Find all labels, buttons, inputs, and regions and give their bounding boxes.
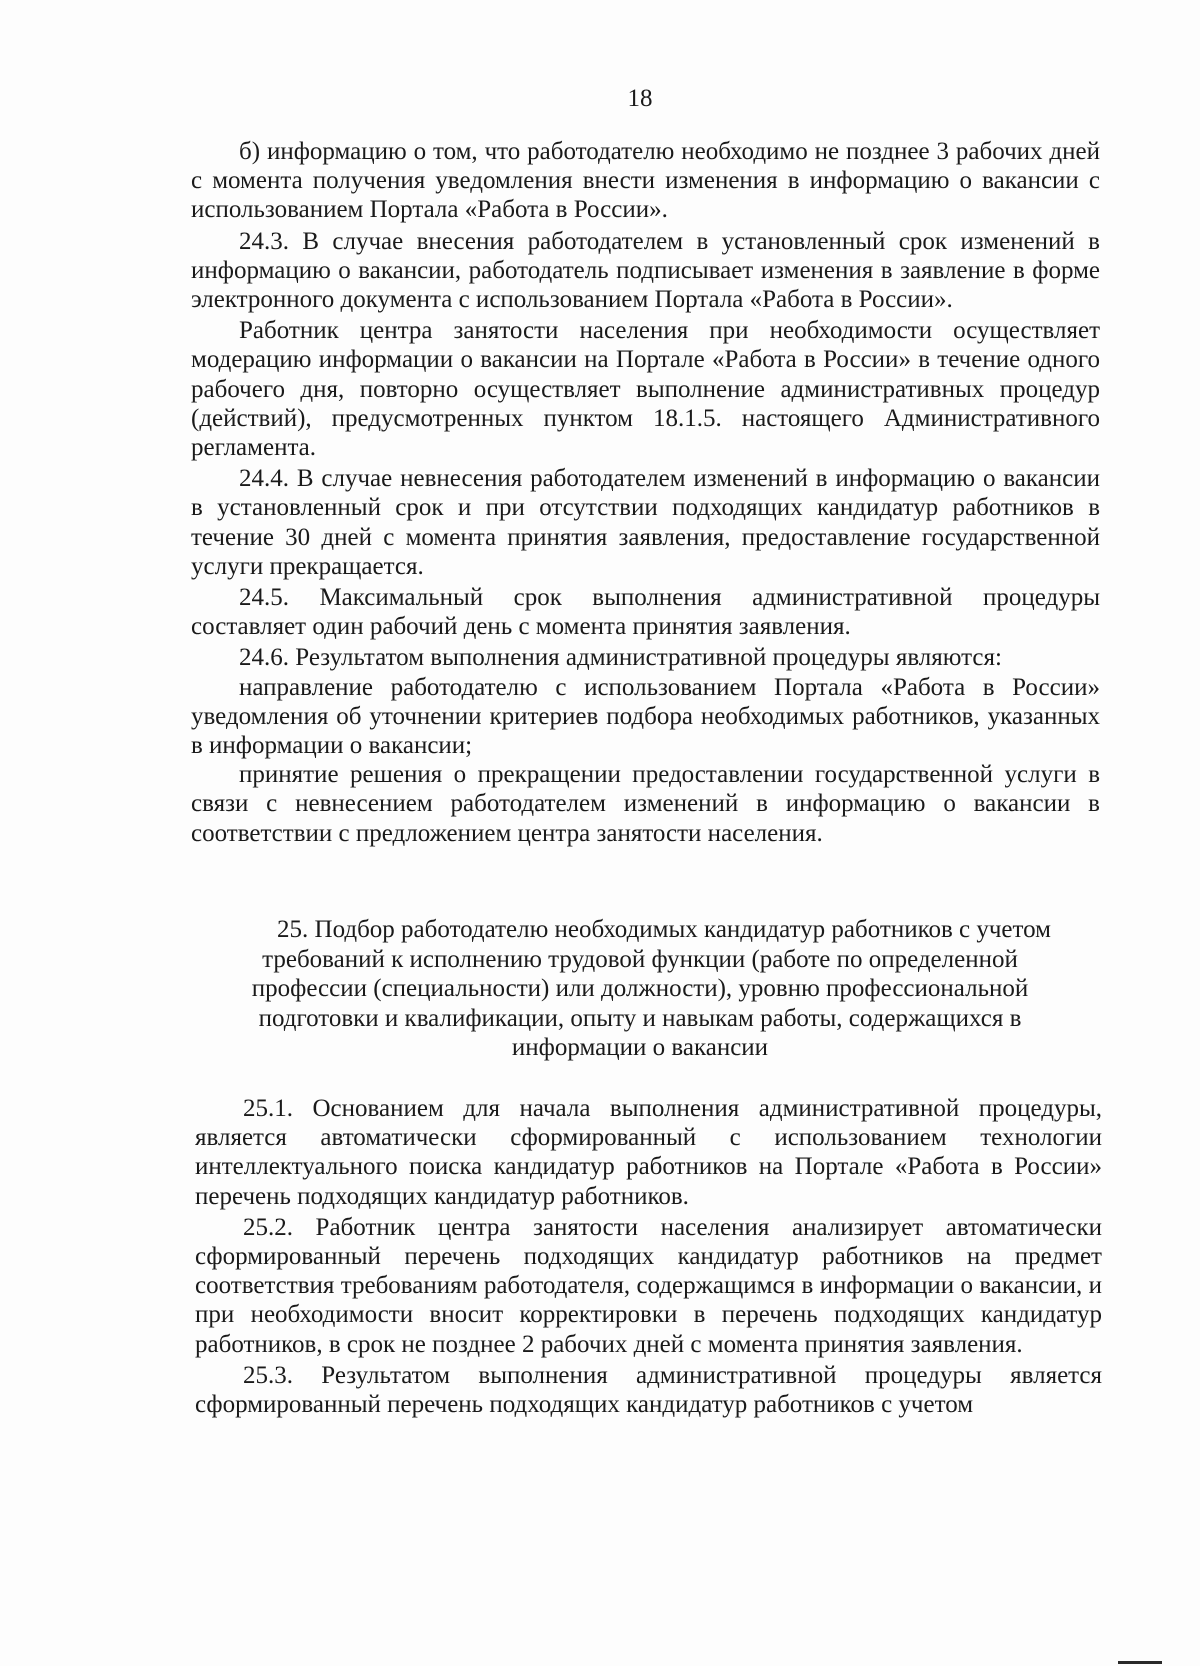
- paragraph: Работник центра занятости населения при необходимости осуществляет модерацию информации о вакансии на Портале «Работа в России» в течение одного рабочего дня, повторно осуществляет выполнение административных процедур (действий), предусмотренных пунктом 18.1.5. настоящего Административного регламента.: [191, 317, 1100, 462]
- paragraph: б) информацию о том, что работодателю необходимо не позднее 3 рабочих дней с момента получения уведомления внести изменения в информацию о вакансии с использованием Портала «Работа в России».: [191, 138, 1100, 224]
- section-heading: 25. Подбор работодателю необходимых кандидатур работников с учетом требований к исполнению трудовой функции (работе по определенной профессии (специальности) или должности), уровню профессиональной подготовки и квалификации, опыту и навыкам работы, содержащихся в информации о вакансии: [251, 916, 1051, 1061]
- scan-edge-mark: [1118, 1661, 1162, 1664]
- body-text-top: [191, 137, 1100, 848]
- paragraph: 25.1. Основанием для начала выполнения административной процедуры, является автоматически сформированный с использованием технологии интеллектуального поиска кандидатур работников на Портале «Работа в России» перечень подходящих кандидатур работников.: [195, 1095, 1102, 1210]
- paragraph: принятие решения о прекращении предоставлении государственной услуги в связи с невнесением работодателем изменений в информацию о вакансии в соответствии с предложением центра занятости населения.: [191, 761, 1100, 847]
- paragraph: 24.3. В случае внесения работодателем в установленный срок изменений в информацию о вакансии, работодатель подписывает изменения в заявление в форме электронного документа с использованием Портала «Работа в России».: [191, 227, 1100, 314]
- page-number: 18: [627, 85, 653, 112]
- paragraph: 24.6. Результатом выполнения административной процедуры являются:: [239, 644, 1002, 672]
- paragraph: 25.3. Результатом выполнения административной процедуры является сформированный перечень подходящих кандидатур работников с учетом: [195, 1361, 1102, 1419]
- paragraph: 25.2. Работник центра занятости населения анализирует автоматически сформированный перечень подходящих кандидатур работников на предмет соответствия требованиям работодателя, содержащимся в информации о вакансии, и при необходимости вносит корректировки в перечень подходящих кандидатур работников, в срок не позднее 2 рабочих дней с момента принятия заявления.: [195, 1213, 1102, 1358]
- paragraph: направление работодателю с использованием Портала «Работа в России» уведомления об уточнении критериев подбора необходимых работников, указанных в информации о вакансии;: [191, 673, 1100, 760]
- body-text-bottom: [195, 1094, 1102, 1419]
- paragraph: 24.5. Максимальный срок выполнения административной процедуры составляет один рабочий день с момента принятия заявления.: [191, 584, 1100, 641]
- paragraph: 24.4. В случае невнесения работодателем изменений в информацию о вакансии в установленный срок и при отсутствии подходящих кандидатур работников в течение 30 дней с момента принятия заявления, предоставление государственной услуги прекращается.: [191, 465, 1100, 580]
